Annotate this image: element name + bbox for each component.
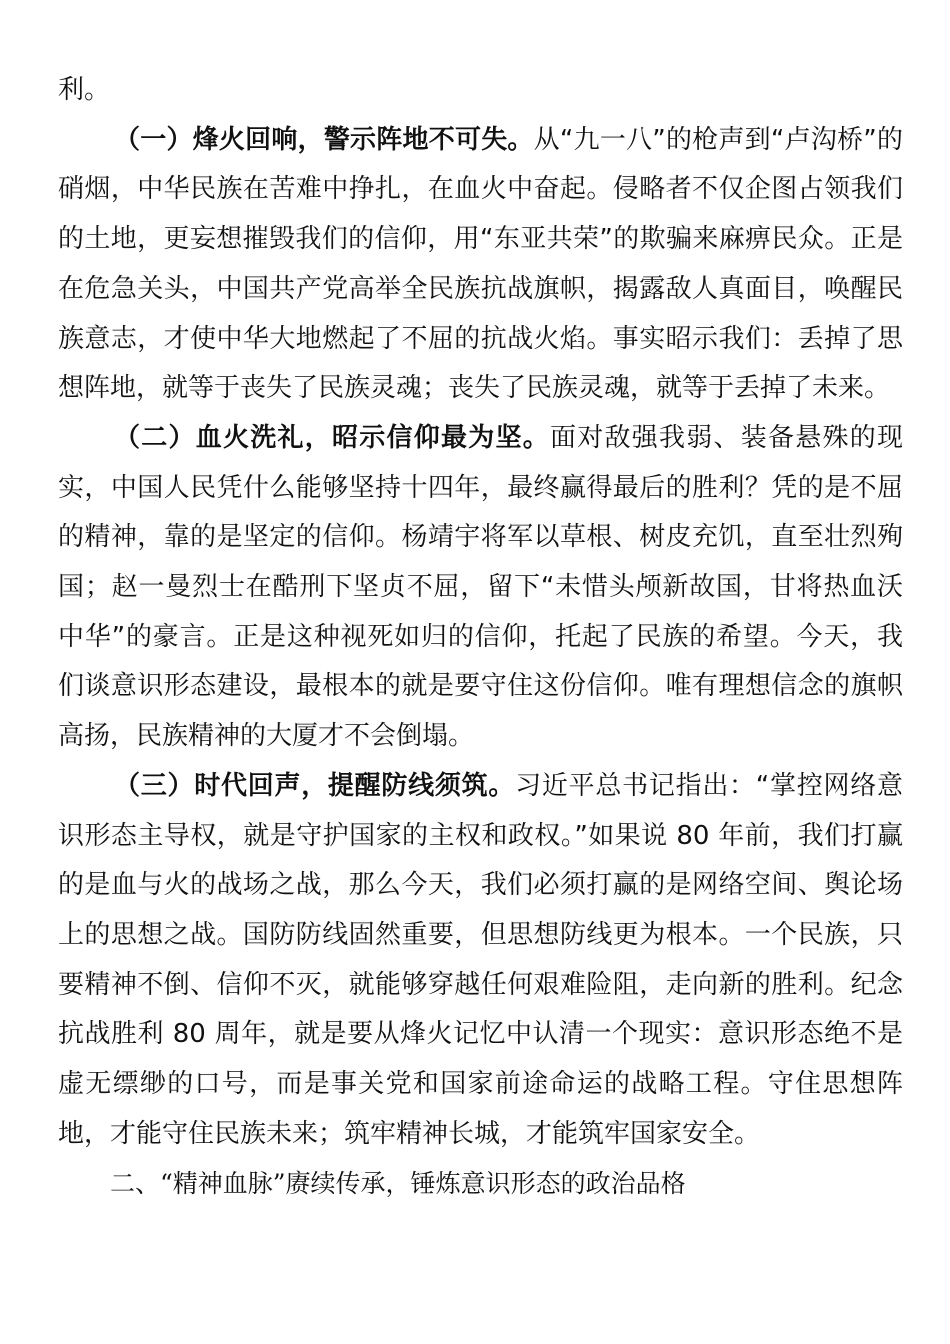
document-page [58, 66, 903, 1209]
paragraph-section-1 [58, 116, 903, 414]
paragraph-body: 面对敌强我弱、装备悬殊的现实，中国人民凭什么能够坚持十四年，最终赢得最后的胜利？凭的是不屈的精神，靠的是坚定的信仰。杨靖宇将军以草根、树皮充饥，直至壮烈殉国；赵一曼烈士在酷刑下坚贞不屈，留下“未惜头颅新故国，甘将热血沃中华”的豪言。正是这种视死如归的信仰，托起了民族的希望。今天，我们谈意识形态建设，最根本的就是要守住这份信仰。唯有理想信念的旗帜高扬，民族精神的大厦才不会倒塌。 [58, 422, 903, 752]
paragraph-section-2 [58, 414, 903, 762]
paragraph-lead: （一）烽火回响，警示阵地不可失。 [114, 124, 534, 155]
paragraph-lead: （二）血火洗礼，昭示信仰最为坚。 [114, 422, 550, 453]
paragraph-body: 习近平总书记指出：“掌控网络意识形态主导权，就是守护国家的主权和政权。”如果说 80 年前，我们打赢的是血与火的战场之战，那么今天，我们必须打赢的是网络空间、舆论场上的思想之战。国防防线固然重要，但思想防线更为根本。一个民族，只要精神不倒、信仰不灭，就能够穿越任何艰难险阻，走向新的胜利。纪念抗战胜利 80 周年，就是要从烽火记忆中认清一个现实：意识形态绝不是虚无缥缈的口号，而是事关党和国家前途命运的战略工程。守住思想阵地，才能守住民族未来；筑牢精神长城，才能筑牢国家安全。 [58, 770, 903, 1149]
paragraph-continuation [58, 66, 903, 116]
paragraph-lead: （三）时代回声，提醒防线须筑。 [114, 770, 516, 801]
paragraph-body: 利。 [58, 75, 111, 105]
paragraph-body: 从“九一八”的枪声到“卢沟桥”的硝烟，中华民族在苦难中挣扎，在血火中奋起。侵略者不仅企图占领我们的土地，更妄想摧毁我们的信仰，用“东亚共荣”的欺骗来麻痹民众。正是在危急关头，中国共产党高举全民族抗战旗帜，揭露敌人真面目，唤醒民族意志，才使中华大地燃起了不屈的抗战火焰。事实昭示我们：丢掉了思想阵地，就等于丧失了民族灵魂；丧失了民族灵魂，就等于丢掉了未来。 [58, 124, 903, 404]
section-heading: 二、“精神血脉”赓续传承，锤炼意识形态的政治品格 [110, 1169, 686, 1199]
paragraph-section-3 [58, 762, 903, 1160]
